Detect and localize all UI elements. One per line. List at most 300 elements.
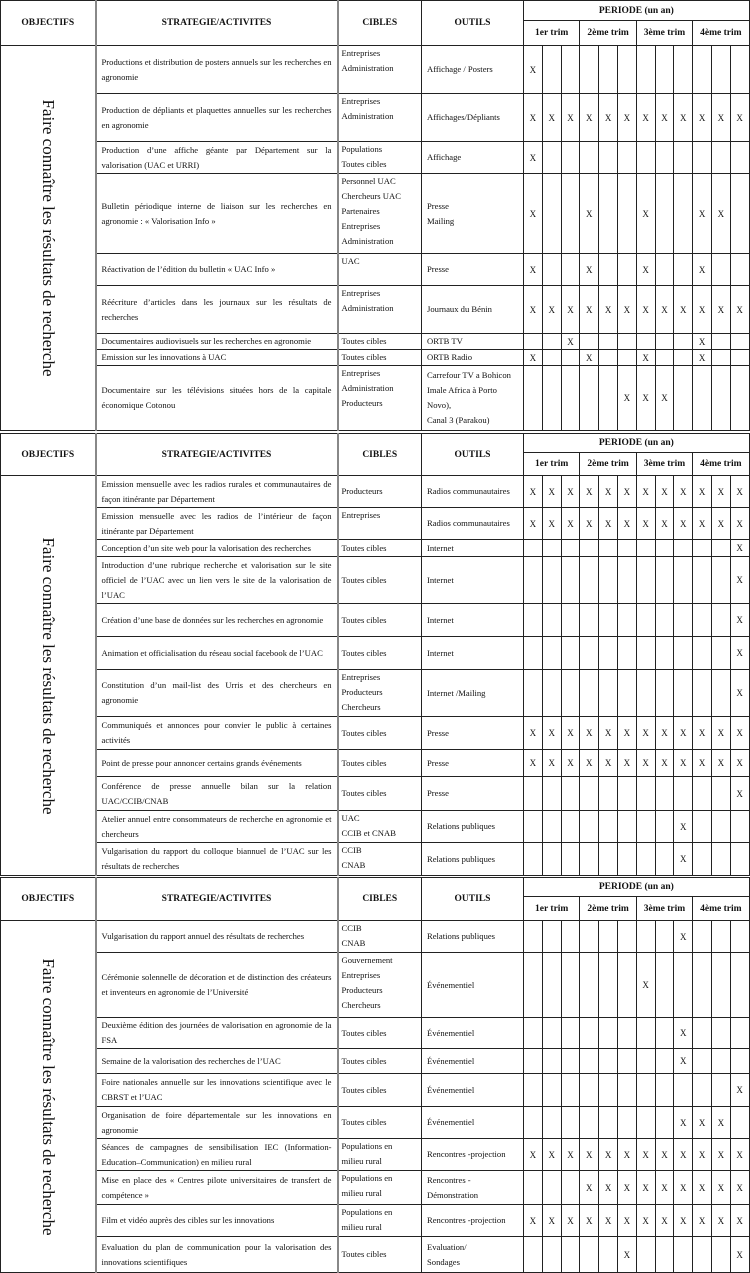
month-11-cell xyxy=(711,953,730,1018)
tool-item: Radios communautaires xyxy=(427,518,510,528)
scheduled-mark: X xyxy=(567,1215,574,1226)
tools-cell xyxy=(422,717,524,750)
month-11-cell xyxy=(711,334,730,350)
header-trimester-3: 3ème trim xyxy=(636,453,692,476)
scheduled-mark: X xyxy=(698,758,706,768)
scheduled-mark: X xyxy=(529,1149,537,1160)
month-8-cell xyxy=(655,1107,674,1139)
month-9-cell xyxy=(674,750,693,777)
tools-cell xyxy=(422,557,524,604)
activity-cell: Constitution d’un mail-list des Urris et des chercheurs en agronomie xyxy=(96,670,338,717)
month-4-cell xyxy=(580,94,599,142)
scheduled-mark: X xyxy=(698,1215,706,1226)
month-3-cell xyxy=(561,1237,580,1273)
table-row xyxy=(1,508,750,540)
month-6-cell xyxy=(617,366,636,431)
target-item: Personnel UAC xyxy=(341,176,396,186)
target-item: Entreprises xyxy=(341,96,381,106)
tool-item: Internet xyxy=(427,574,454,585)
month-9-cell xyxy=(674,604,693,637)
month-10-cell xyxy=(693,750,712,777)
month-3-cell xyxy=(561,921,580,953)
month-2-cell xyxy=(542,94,561,142)
scheduled-mark: X xyxy=(717,112,725,123)
month-11-cell xyxy=(711,1018,730,1049)
month-4-cell xyxy=(580,1205,599,1237)
month-10-cell xyxy=(693,46,712,94)
table-row xyxy=(1,1237,750,1273)
tools-cell xyxy=(422,1074,524,1107)
plan-section-3 xyxy=(0,877,749,1273)
targets-cell xyxy=(338,777,422,811)
month-3-cell xyxy=(561,953,580,1018)
targets-cell xyxy=(338,142,422,174)
scheduled-mark: X xyxy=(717,304,725,315)
month-6-cell xyxy=(617,750,636,777)
month-11-cell xyxy=(711,557,730,604)
month-5-cell xyxy=(599,1237,618,1273)
month-8-cell xyxy=(655,843,674,876)
activity-cell: Conférence de presse annuelle bilan sur la relation UAC/CCIB/CNAB xyxy=(96,777,338,811)
tools-cell xyxy=(422,142,524,174)
table-row xyxy=(1,476,750,508)
month-12-cell xyxy=(730,508,749,540)
month-7-cell xyxy=(636,811,655,843)
month-4-cell xyxy=(580,1237,599,1273)
month-9-cell xyxy=(674,777,693,811)
scheduled-mark: X xyxy=(623,112,631,123)
tools-cell xyxy=(422,921,524,953)
tools-cell xyxy=(422,953,524,1018)
month-9-cell xyxy=(674,350,693,366)
scheduled-mark: X xyxy=(548,728,555,738)
month-9-cell xyxy=(674,717,693,750)
month-1-cell xyxy=(524,366,543,431)
tools-cell xyxy=(422,254,524,286)
activity-cell: Animation et officialisation du réseau social facebook de l’UAC xyxy=(96,637,338,670)
month-4-cell xyxy=(580,777,599,811)
scheduled-mark: X xyxy=(680,304,687,315)
month-9-cell xyxy=(674,174,693,254)
scheduled-mark: X xyxy=(680,758,687,768)
scheduled-mark: X xyxy=(548,112,555,123)
target-item: UAC xyxy=(341,256,360,266)
month-4-cell xyxy=(580,843,599,876)
target-item: Partenaires xyxy=(341,206,380,216)
month-2-cell xyxy=(542,750,561,777)
scheduled-mark: X xyxy=(717,728,725,738)
month-2-cell xyxy=(542,1171,561,1205)
tools-cell xyxy=(422,334,524,350)
month-2-cell xyxy=(542,174,561,254)
scheduled-mark: X xyxy=(529,64,537,75)
month-10-cell xyxy=(693,142,712,174)
target-item: Populations xyxy=(341,144,383,154)
table-row xyxy=(1,350,750,366)
month-12-cell xyxy=(730,953,749,1018)
scheduled-mark: X xyxy=(623,1249,631,1260)
month-6-cell xyxy=(617,777,636,811)
scheduled-mark: X xyxy=(717,208,725,219)
month-11-cell xyxy=(711,142,730,174)
targets-cell xyxy=(338,1171,422,1205)
month-8-cell xyxy=(655,94,674,142)
tools-cell xyxy=(422,670,524,717)
month-4-cell xyxy=(580,557,599,604)
scheduled-mark: X xyxy=(680,728,687,738)
header-trimester-3: 3ème trim xyxy=(636,897,692,921)
month-3-cell xyxy=(561,670,580,717)
scheduled-mark: X xyxy=(642,1182,649,1193)
tools-cell xyxy=(422,94,524,142)
month-11-cell xyxy=(711,174,730,254)
month-12-cell xyxy=(730,350,749,366)
month-8-cell xyxy=(655,476,674,508)
month-3-cell xyxy=(561,1049,580,1074)
scheduled-mark: X xyxy=(736,1215,743,1226)
tool-item: Presse xyxy=(427,757,449,768)
scheduled-mark: X xyxy=(717,1149,725,1160)
tools-cell xyxy=(422,350,524,366)
scheduled-mark: X xyxy=(567,486,574,497)
month-8-cell xyxy=(655,1074,674,1107)
month-5-cell xyxy=(599,811,618,843)
target-item: Populations en xyxy=(341,1173,393,1183)
month-3-cell xyxy=(561,1074,580,1107)
target-item: Producteurs xyxy=(341,985,383,995)
header-trimester-2: 2ème trim xyxy=(580,897,636,921)
month-6-cell xyxy=(617,1018,636,1049)
tools-cell xyxy=(422,811,524,843)
month-6-cell xyxy=(617,334,636,350)
month-8-cell xyxy=(655,777,674,811)
targets-cell xyxy=(338,476,422,508)
month-10-cell xyxy=(693,604,712,637)
tool-item: Événementiel xyxy=(427,979,475,990)
month-10-cell xyxy=(693,777,712,811)
scheduled-mark: X xyxy=(736,615,743,625)
activity-cell: Communiqués et annonces pour convier le public à certaines activités xyxy=(96,717,338,750)
activity-cell: Film et vidéo auprès des cibles sur les innovations xyxy=(96,1205,338,1237)
target-item: CCIB et CNAB xyxy=(341,828,396,838)
month-10-cell xyxy=(693,540,712,557)
month-3-cell xyxy=(561,540,580,557)
scheduled-mark: X xyxy=(604,112,612,123)
scheduled-mark: X xyxy=(604,304,612,315)
header-cibles: CIBLES xyxy=(338,1,422,46)
table-row xyxy=(1,1049,750,1074)
month-12-cell xyxy=(730,921,749,953)
month-1-cell xyxy=(524,670,543,717)
month-11-cell xyxy=(711,921,730,953)
month-7-cell xyxy=(636,46,655,94)
scheduled-mark: X xyxy=(604,1215,612,1226)
scheduled-mark: X xyxy=(736,543,743,553)
month-6-cell xyxy=(617,1074,636,1107)
month-2-cell xyxy=(542,670,561,717)
target-item: Producteurs xyxy=(341,687,383,697)
month-5-cell xyxy=(599,350,618,366)
target-item: milieu rural xyxy=(341,1188,382,1198)
scheduled-mark: X xyxy=(680,518,687,529)
scheduled-mark: X xyxy=(567,336,574,347)
target-item: Toutes cibles xyxy=(341,352,387,362)
scheduled-mark: X xyxy=(661,758,668,768)
month-2-cell xyxy=(542,46,561,94)
targets-cell xyxy=(338,1018,422,1049)
scheduled-mark: X xyxy=(736,1149,743,1160)
header-outils: OUTILS xyxy=(422,878,524,921)
month-3-cell xyxy=(561,750,580,777)
scheduled-mark: X xyxy=(529,304,537,315)
scheduled-mark: X xyxy=(604,728,612,738)
month-11-cell xyxy=(711,1107,730,1139)
month-10-cell xyxy=(693,921,712,953)
month-3-cell xyxy=(561,334,580,350)
table-row xyxy=(1,366,750,431)
target-item: Administration xyxy=(341,63,394,73)
month-3-cell xyxy=(561,637,580,670)
targets-cell xyxy=(338,508,422,540)
month-11-cell xyxy=(711,94,730,142)
activity-cell: Foire nationales annuelle sur les innovations scientifique avec le CBRST et l’UAC xyxy=(96,1074,338,1107)
scheduled-mark: X xyxy=(604,518,612,529)
scheduled-mark: X xyxy=(680,854,687,864)
scheduled-mark: X xyxy=(586,1182,593,1193)
month-10-cell xyxy=(693,94,712,142)
header-trimester-1: 1er trim xyxy=(524,21,580,46)
month-1-cell xyxy=(524,1205,543,1237)
scheduled-mark: X xyxy=(567,518,574,529)
month-4-cell xyxy=(580,286,599,334)
month-7-cell xyxy=(636,1107,655,1139)
month-2-cell xyxy=(542,557,561,604)
target-item: Administration xyxy=(341,236,394,246)
month-3-cell xyxy=(561,142,580,174)
month-2-cell xyxy=(542,476,561,508)
target-item: Entreprises xyxy=(341,221,381,231)
tool-item: Événementiel xyxy=(427,1055,475,1066)
month-8-cell xyxy=(655,811,674,843)
month-4-cell xyxy=(580,254,599,286)
month-2-cell xyxy=(542,286,561,334)
month-5-cell xyxy=(599,921,618,953)
scheduled-mark: X xyxy=(623,486,631,497)
month-3-cell xyxy=(561,476,580,508)
month-11-cell xyxy=(711,1205,730,1237)
header-row xyxy=(1,1,750,21)
header-objectifs: OBJECTIFS xyxy=(1,1,96,46)
tools-cell xyxy=(422,286,524,334)
communication-plan-table xyxy=(0,0,750,431)
table-row xyxy=(1,557,750,604)
month-9-cell xyxy=(674,1049,693,1074)
month-7-cell xyxy=(636,94,655,142)
activity-cell: Emission mensuelle avec les radios rurales et communautaires de façon itinérante par Département xyxy=(96,476,338,508)
month-1-cell xyxy=(524,921,543,953)
scheduled-mark: X xyxy=(736,648,743,658)
month-1-cell xyxy=(524,1049,543,1074)
tool-item: ORTB TV xyxy=(427,336,463,346)
month-12-cell xyxy=(730,540,749,557)
tools-cell xyxy=(422,476,524,508)
month-9-cell xyxy=(674,1107,693,1139)
month-8-cell xyxy=(655,670,674,717)
month-10-cell xyxy=(693,637,712,670)
header-trimester-1: 1er trim xyxy=(524,453,580,476)
month-10-cell xyxy=(693,953,712,1018)
tool-item: Événementiel xyxy=(427,1084,475,1095)
activity-cell: Evaluation du plan de communication pour la valorisation des innovations scientifiques xyxy=(96,1237,338,1273)
targets-cell xyxy=(338,1049,422,1074)
scheduled-mark: X xyxy=(548,1149,555,1160)
table-row xyxy=(1,1139,750,1171)
activity-cell: Mise en place des « Centres pilote universitaires de transfert de compétence » xyxy=(96,1171,338,1205)
table-row xyxy=(1,717,750,750)
month-8-cell xyxy=(655,921,674,953)
tool-item: Mailing xyxy=(427,215,455,226)
table-row xyxy=(1,670,750,717)
tool-item: Relations publiques xyxy=(427,931,496,941)
month-10-cell xyxy=(693,1107,712,1139)
month-3-cell xyxy=(561,1171,580,1205)
scheduled-mark: X xyxy=(736,1085,743,1095)
month-12-cell xyxy=(730,142,749,174)
month-12-cell xyxy=(730,476,749,508)
month-7-cell xyxy=(636,604,655,637)
targets-cell xyxy=(338,1107,422,1139)
targets-cell xyxy=(338,843,422,876)
activity-cell: Emission mensuelle avec les radios de l’intérieur de façon itinérante par Département xyxy=(96,508,338,540)
month-12-cell xyxy=(730,557,749,604)
month-8-cell xyxy=(655,540,674,557)
month-3-cell xyxy=(561,811,580,843)
target-item: Toutes cibles xyxy=(341,159,387,169)
month-7-cell xyxy=(636,142,655,174)
month-4-cell xyxy=(580,1049,599,1074)
month-1-cell xyxy=(524,94,543,142)
month-8-cell xyxy=(655,46,674,94)
targets-cell xyxy=(338,557,422,604)
activity-cell: Réécriture d’articles dans les journaux sur les résultats de recherches xyxy=(96,286,338,334)
month-10-cell xyxy=(693,717,712,750)
table-row xyxy=(1,811,750,843)
scheduled-mark: X xyxy=(586,518,593,529)
month-10-cell xyxy=(693,1171,712,1205)
target-item: UAC xyxy=(341,813,360,823)
plan-section-2 xyxy=(0,433,749,876)
month-11-cell xyxy=(711,366,730,431)
scheduled-mark: X xyxy=(548,1215,555,1226)
scheduled-mark: X xyxy=(717,758,725,768)
month-6-cell xyxy=(617,604,636,637)
targets-cell xyxy=(338,254,422,286)
activity-cell: Réactivation de l’édition du bulletin « UAC Info » xyxy=(96,254,338,286)
scheduled-mark: X xyxy=(661,1149,668,1160)
targets-cell xyxy=(338,670,422,717)
month-4-cell xyxy=(580,46,599,94)
target-item: CCIB xyxy=(341,923,362,933)
month-8-cell xyxy=(655,1018,674,1049)
target-item: Toutes cibles xyxy=(341,1117,387,1127)
month-1-cell xyxy=(524,637,543,670)
table-row xyxy=(1,46,750,94)
tool-item: Radios communautaires xyxy=(427,486,510,496)
month-4-cell xyxy=(580,1074,599,1107)
month-2-cell xyxy=(542,540,561,557)
month-10-cell xyxy=(693,1237,712,1273)
month-6-cell xyxy=(617,254,636,286)
scheduled-mark: X xyxy=(661,518,668,529)
month-8-cell xyxy=(655,508,674,540)
month-8-cell xyxy=(655,557,674,604)
header-cibles: CIBLES xyxy=(338,878,422,921)
month-9-cell xyxy=(674,334,693,350)
month-5-cell xyxy=(599,1107,618,1139)
tool-item: Internet xyxy=(427,647,454,658)
month-11-cell xyxy=(711,540,730,557)
month-7-cell xyxy=(636,557,655,604)
targets-cell xyxy=(338,540,422,557)
month-12-cell xyxy=(730,46,749,94)
month-2-cell xyxy=(542,637,561,670)
month-2-cell xyxy=(542,717,561,750)
month-8-cell xyxy=(655,350,674,366)
month-5-cell xyxy=(599,637,618,670)
tools-cell xyxy=(422,174,524,254)
month-7-cell xyxy=(636,1074,655,1107)
month-5-cell xyxy=(599,670,618,717)
scheduled-mark: X xyxy=(623,1215,631,1226)
month-4-cell xyxy=(580,350,599,366)
scheduled-mark: X xyxy=(586,758,593,768)
scheduled-mark: X xyxy=(698,728,706,738)
tools-cell xyxy=(422,1107,524,1139)
month-1-cell xyxy=(524,174,543,254)
tools-cell xyxy=(422,1018,524,1049)
header-trimester-4: 4ème trim xyxy=(693,897,749,921)
month-12-cell xyxy=(730,717,749,750)
month-1-cell xyxy=(524,777,543,811)
tools-cell xyxy=(422,540,524,557)
month-4-cell xyxy=(580,637,599,670)
target-item: Entreprises xyxy=(341,970,381,980)
month-8-cell xyxy=(655,750,674,777)
table-row xyxy=(1,750,750,777)
month-5-cell xyxy=(599,1139,618,1171)
target-item: Producteurs xyxy=(341,486,383,496)
scheduled-mark: X xyxy=(642,728,649,738)
month-11-cell xyxy=(711,843,730,876)
activity-cell: Point de presse pour annoncer certains grands événements xyxy=(96,750,338,777)
month-7-cell xyxy=(636,1237,655,1273)
scheduled-mark: X xyxy=(661,393,668,403)
scheduled-mark: X xyxy=(567,112,574,123)
month-4-cell xyxy=(580,1107,599,1139)
month-11-cell xyxy=(711,1074,730,1107)
month-5-cell xyxy=(599,953,618,1018)
month-10-cell xyxy=(693,286,712,334)
month-3-cell xyxy=(561,254,580,286)
targets-cell xyxy=(338,750,422,777)
month-11-cell xyxy=(711,670,730,717)
month-2-cell xyxy=(542,1018,561,1049)
month-7-cell xyxy=(636,476,655,508)
month-11-cell xyxy=(711,717,730,750)
scheduled-mark: X xyxy=(736,518,743,529)
target-item: milieu rural xyxy=(341,1156,382,1166)
scheduled-mark: X xyxy=(586,728,593,738)
